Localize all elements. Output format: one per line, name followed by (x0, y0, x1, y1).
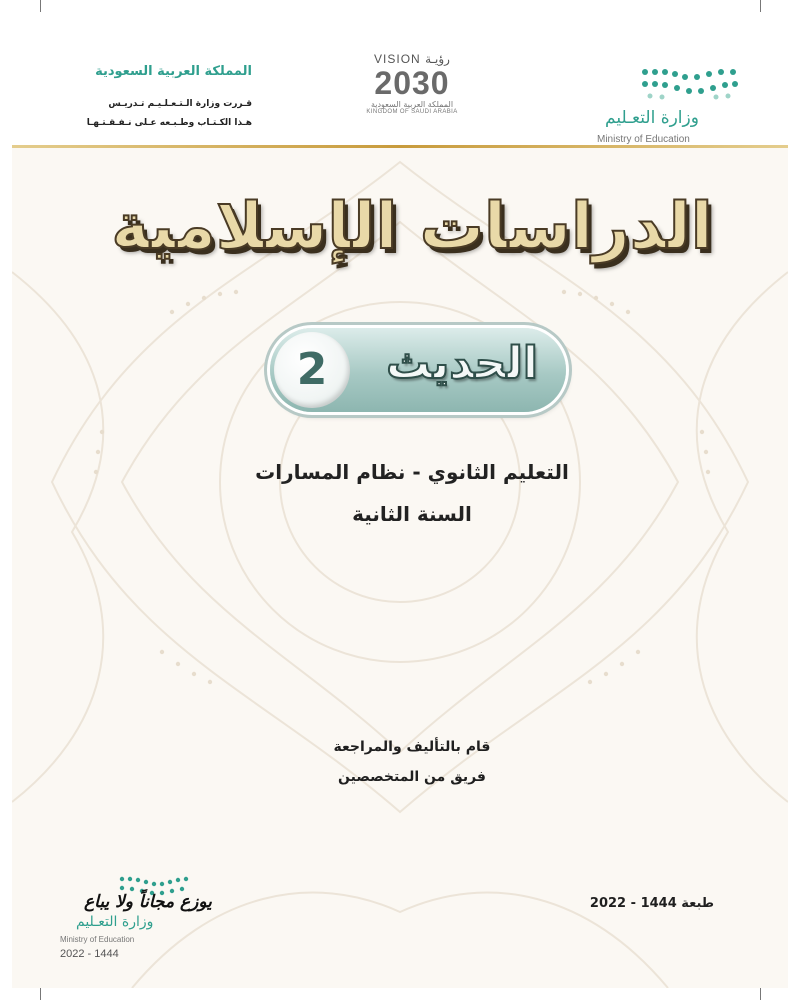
decree-line: هـذا الكـتـاب وطـبـعه عـلى نـفـقـتـهـا (86, 118, 252, 128)
arabesque-ornament-background (12, 12, 788, 988)
footer-year: 2022 - 1444 (60, 948, 119, 960)
kingdom-block (82, 64, 252, 133)
gold-divider (12, 145, 788, 148)
book-cover (12, 12, 788, 988)
authors-block (232, 732, 592, 792)
vision-arabic-caption: المملكة العربية السعودية (370, 100, 454, 109)
ministry-name-english: Ministry of Education (597, 134, 690, 145)
ministry-dots-logo-icon (635, 64, 745, 104)
ministry-name-english: Ministry of Education (60, 935, 135, 944)
crop-mark (40, 988, 41, 1000)
ministry-name-arabic: وزارة التعـليم (76, 914, 154, 930)
ministry-name-arabic: وزارة التعـليم (605, 108, 699, 128)
kingdom-name: المملكة العربية السعودية (95, 64, 252, 79)
book-title: الدراسات الإسلامية (111, 190, 713, 264)
education-stage: التعليم الثانوي - نظام المسارات (255, 460, 569, 484)
free-distribution-script: يوزع مجاناً ولا يباع (84, 892, 212, 912)
school-year: السنة الثانية (352, 502, 472, 526)
crop-mark (40, 0, 41, 12)
vision-2030-logo (352, 52, 472, 115)
volume-number-circle (274, 332, 350, 408)
distribution-logo (56, 874, 216, 964)
vision-year: 2030 (374, 65, 450, 101)
vision-english-caption: KINGDOM OF SAUDI ARABIA (366, 109, 458, 115)
decree-line: قـررت وزارة الـتـعـلـيـم تـدريـس (108, 99, 252, 109)
subject-label: الحديث (386, 338, 538, 389)
crop-mark (760, 988, 761, 1000)
vision-label: VISION رؤيـة (374, 52, 450, 66)
volume-number: 2 (296, 344, 328, 395)
authors-line: فريق من المتخصصين (338, 769, 486, 785)
crop-mark (760, 0, 761, 12)
authors-line: قام بالتأليف والمراجعة (333, 739, 491, 755)
edition-label: طبعة 1444 - 2022 (589, 896, 715, 911)
subject-badge (270, 328, 566, 412)
